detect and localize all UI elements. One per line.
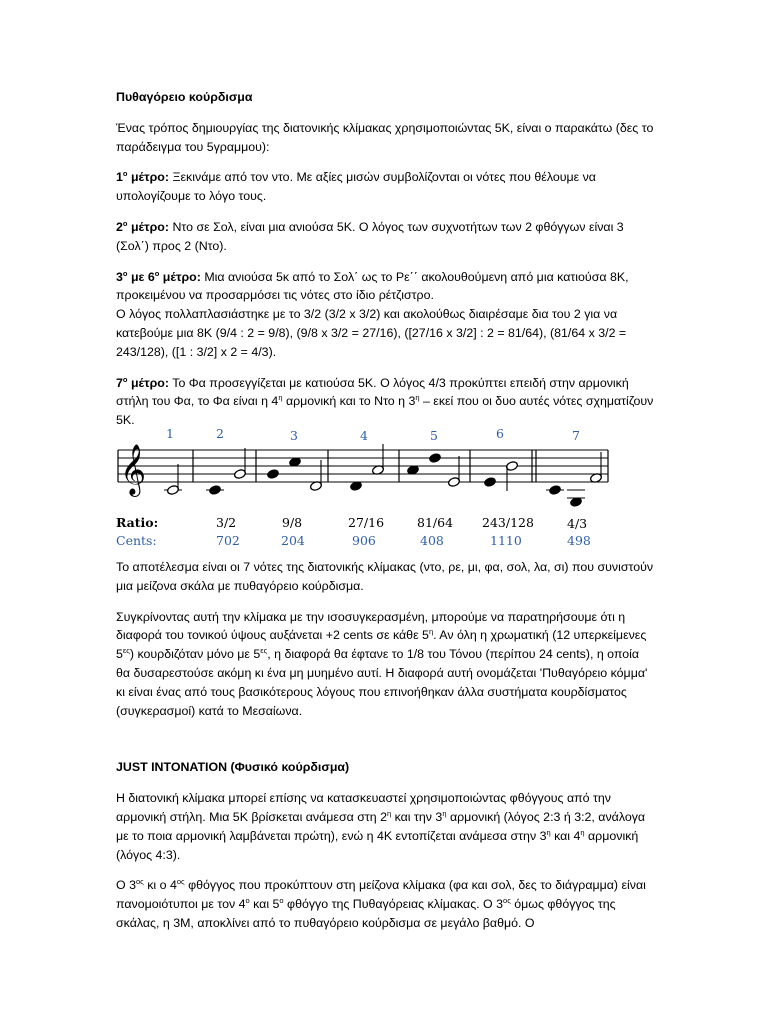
measure-number-6: 6 bbox=[496, 425, 504, 441]
ratio-value: 243/128 bbox=[482, 514, 534, 530]
measure3-6-label: $3^o$ με $6^o$ μέτρο: bbox=[116, 268, 201, 284]
note-quarter bbox=[484, 477, 497, 488]
measure-number-2: 2 bbox=[216, 425, 224, 441]
treble-clef-icon: 𝄞 bbox=[120, 443, 147, 495]
measure7-label: $7^o$ μέτρο: bbox=[116, 374, 170, 390]
ratio-row bbox=[116, 515, 587, 531]
just-intonation-paragraph-2: Ο $3^{o\varsigma}$ κι ο $4^{o\varsigma}$ φθόγγος που προκύπτουν στη μείζονα κλίμακα (φα και σολ, δες το διάγραμμα) είναι πανομοιότυποι με τον $4^o$ και $5^o$ φθόγγο της Πυθαγόρειας κλίμακας. Ο $3^{o\varsigma}$ όμως φθόγγος της σκάλας, η 3Μ, αποκλίνει από το πυθαγόρειο κούρδισμα σε μεγάλο βαθμό. Ο bbox=[116, 877, 646, 930]
measure-number-4: 4 bbox=[360, 427, 368, 443]
document-page bbox=[116, 84, 656, 945]
ratio-value: 4/3 bbox=[567, 515, 588, 531]
measure2-text: Ντο σε Σολ, είναι μια ανιούσα 5Κ. Ο λόγος των συχνοτήτων των 2 φθόγγων είναι 3 (Σολ΄) προς 2 (Ντο). bbox=[116, 219, 624, 253]
measure-number-5: 5 bbox=[430, 427, 438, 443]
cents-value: 1110 bbox=[490, 532, 522, 548]
pythagorean-scale-figure bbox=[116, 424, 656, 550]
measure2-label: $2^o$ μέτρο: bbox=[116, 218, 170, 234]
result-paragraph: Το αποτέλεσμα είναι οι 7 νότες της διατονικής κλίμακας (ντο, ρε, μι, φα, σολ, λα, σι) που συνιστούν μια μείζονα σκάλα με πυθαγόρειο κούρδισμα. bbox=[116, 559, 654, 593]
ratio-value: 81/64 bbox=[417, 514, 454, 530]
ratio-value: 9/8 bbox=[282, 514, 303, 530]
measure-numbers bbox=[166, 426, 580, 443]
ratio-value: 27/16 bbox=[348, 514, 385, 530]
measure-number-1: 1 bbox=[166, 425, 174, 441]
music-staff-svg bbox=[116, 424, 656, 550]
section-spacer bbox=[116, 732, 656, 758]
note-quarter bbox=[549, 485, 562, 496]
measure1-paragraph bbox=[116, 168, 656, 206]
cents-value: 408 bbox=[420, 532, 444, 548]
ratio-label: Ratio: bbox=[116, 514, 159, 530]
measure7-paragraph: $7^o$ μέτρο: Το Φα προσεγγίζεται με κατιούσα 5Κ. Ο λόγος 4/3 προκύπτει επειδή στην αρμονική στήλη του Φα, το Φα είναι η $4^\eta$ αρμονική και το Ντο η $3^\eta$ – εκεί που οι δυο αυτές νότες σχηματίζουν 5Κ. bbox=[116, 374, 654, 428]
note-quarter bbox=[267, 469, 280, 480]
measure3-6-paragraph bbox=[116, 268, 656, 362]
notes bbox=[164, 444, 602, 507]
measure3-6-ratio-text: Ο λόγος πολλαπλασιάστηκε με το 3/2 (3/2 x 3/2) και ακολούθως διαιρέσαμε δια του 2 για να κατεβούμε μια 8Κ (9/4 : 2 = 9/8), (9/8 x 3/2 = 27/16), ([27/16 x 3/2] : 2 = 81/64), (81/64 x 3/2 = 243/128), ([1 : 3/2] x 2 = 4/3). bbox=[116, 307, 627, 359]
comparison-paragraph: Συγκρίνοντας αυτή την κλίμακα με την ισοσυγκερασμένη, μπορούμε να παρατηρήσουμε ότι η διαφορά του τονικού ύψους αυξάνεται +2 cents σε κάθε $5^\eta$. Αν όλη η χρωματική (12 υπερκείμενες $5^{\varepsilon\varsigma}$) κουρδιζόταν μόνο με $5^{\varepsilon\varsigma}$, η διαφορά θα έφτανε το 1/8 του Τόνου (περίπου 24 cents), η οποία θα δυσαρεστούσε ακόμη κι ένα μη μυημένο αυτί. Η διαφορά αυτή ονομάζεται 'Πυθαγόρειο κόμμα' κι είναι ένας από τους βασικότερους λόγους που επινοήθηκαν άλλα συστήματα κουρδίσματος (συγκερασμοί) κατά το Μεσαίωνα. bbox=[116, 609, 648, 718]
note-quarter bbox=[209, 485, 222, 496]
cents-value: 204 bbox=[281, 532, 305, 548]
measure-number-7: 7 bbox=[572, 427, 580, 443]
measure3-6-text: Μια ανιούσα 5κ από το Σολ΄ ως το Ρε΄΄ ακολουθούμενη από μια κατιούσα 8Κ, προκειμένου να προσαρμόσει τις νότες στο ίδιο ρέτζιστρο. bbox=[116, 269, 629, 303]
section-title-pythagorean: Πυθαγόρειο κούρδισμα bbox=[116, 90, 253, 104]
intro-paragraph: Ένας τρόπος δημιουργίας της διατονικής κλίμακας χρησιμοποιώντας 5Κ, είναι ο παρακάτω (δες το παράδειγμα του 5γραμμου): bbox=[116, 120, 654, 154]
just-intonation-paragraph-1: Η διατονική κλίμακα μπορεί επίσης να κατασκευαστεί χρησιμοποιώντας φθόγγους από την αρμονική στήλη. Μια 5Κ βρίσκεται ανάμεσα στη $2^\eta$ και την $3^\eta$ αρμονική (λόγος 2:3 ή 3:2, ανάλογα με το ποια αρμονική λαμβάνεται πρώτη), ενώ η 4Κ εντοπίζεται ανάμεσα στην $3^\eta$ και $4^\eta$ αρμονική (λόγος 4:3). bbox=[116, 791, 646, 862]
cents-label: Cents: bbox=[116, 532, 157, 548]
cents-row bbox=[116, 533, 591, 548]
cents-value: 702 bbox=[216, 532, 240, 548]
note-quarter bbox=[429, 453, 442, 464]
cents-value: 498 bbox=[567, 532, 591, 548]
measure1-text: Ξεκινάμε από τον ντο. Με αξίες μισών συμβολίζονται οι νότες που θέλουμε να υπολογίζουμε το λόγο τους. bbox=[116, 170, 596, 204]
measure2-paragraph bbox=[116, 218, 656, 256]
section-title-just-intonation: JUST INTONATION (Φυσικό κούρδισμα) bbox=[116, 760, 350, 775]
staff-lines bbox=[118, 450, 608, 482]
ratio-value: 3/2 bbox=[216, 514, 237, 530]
cents-value: 906 bbox=[352, 532, 376, 548]
measure-number-3: 3 bbox=[290, 427, 298, 443]
measure1-label: $1^o$ μέτρο: bbox=[116, 169, 170, 185]
